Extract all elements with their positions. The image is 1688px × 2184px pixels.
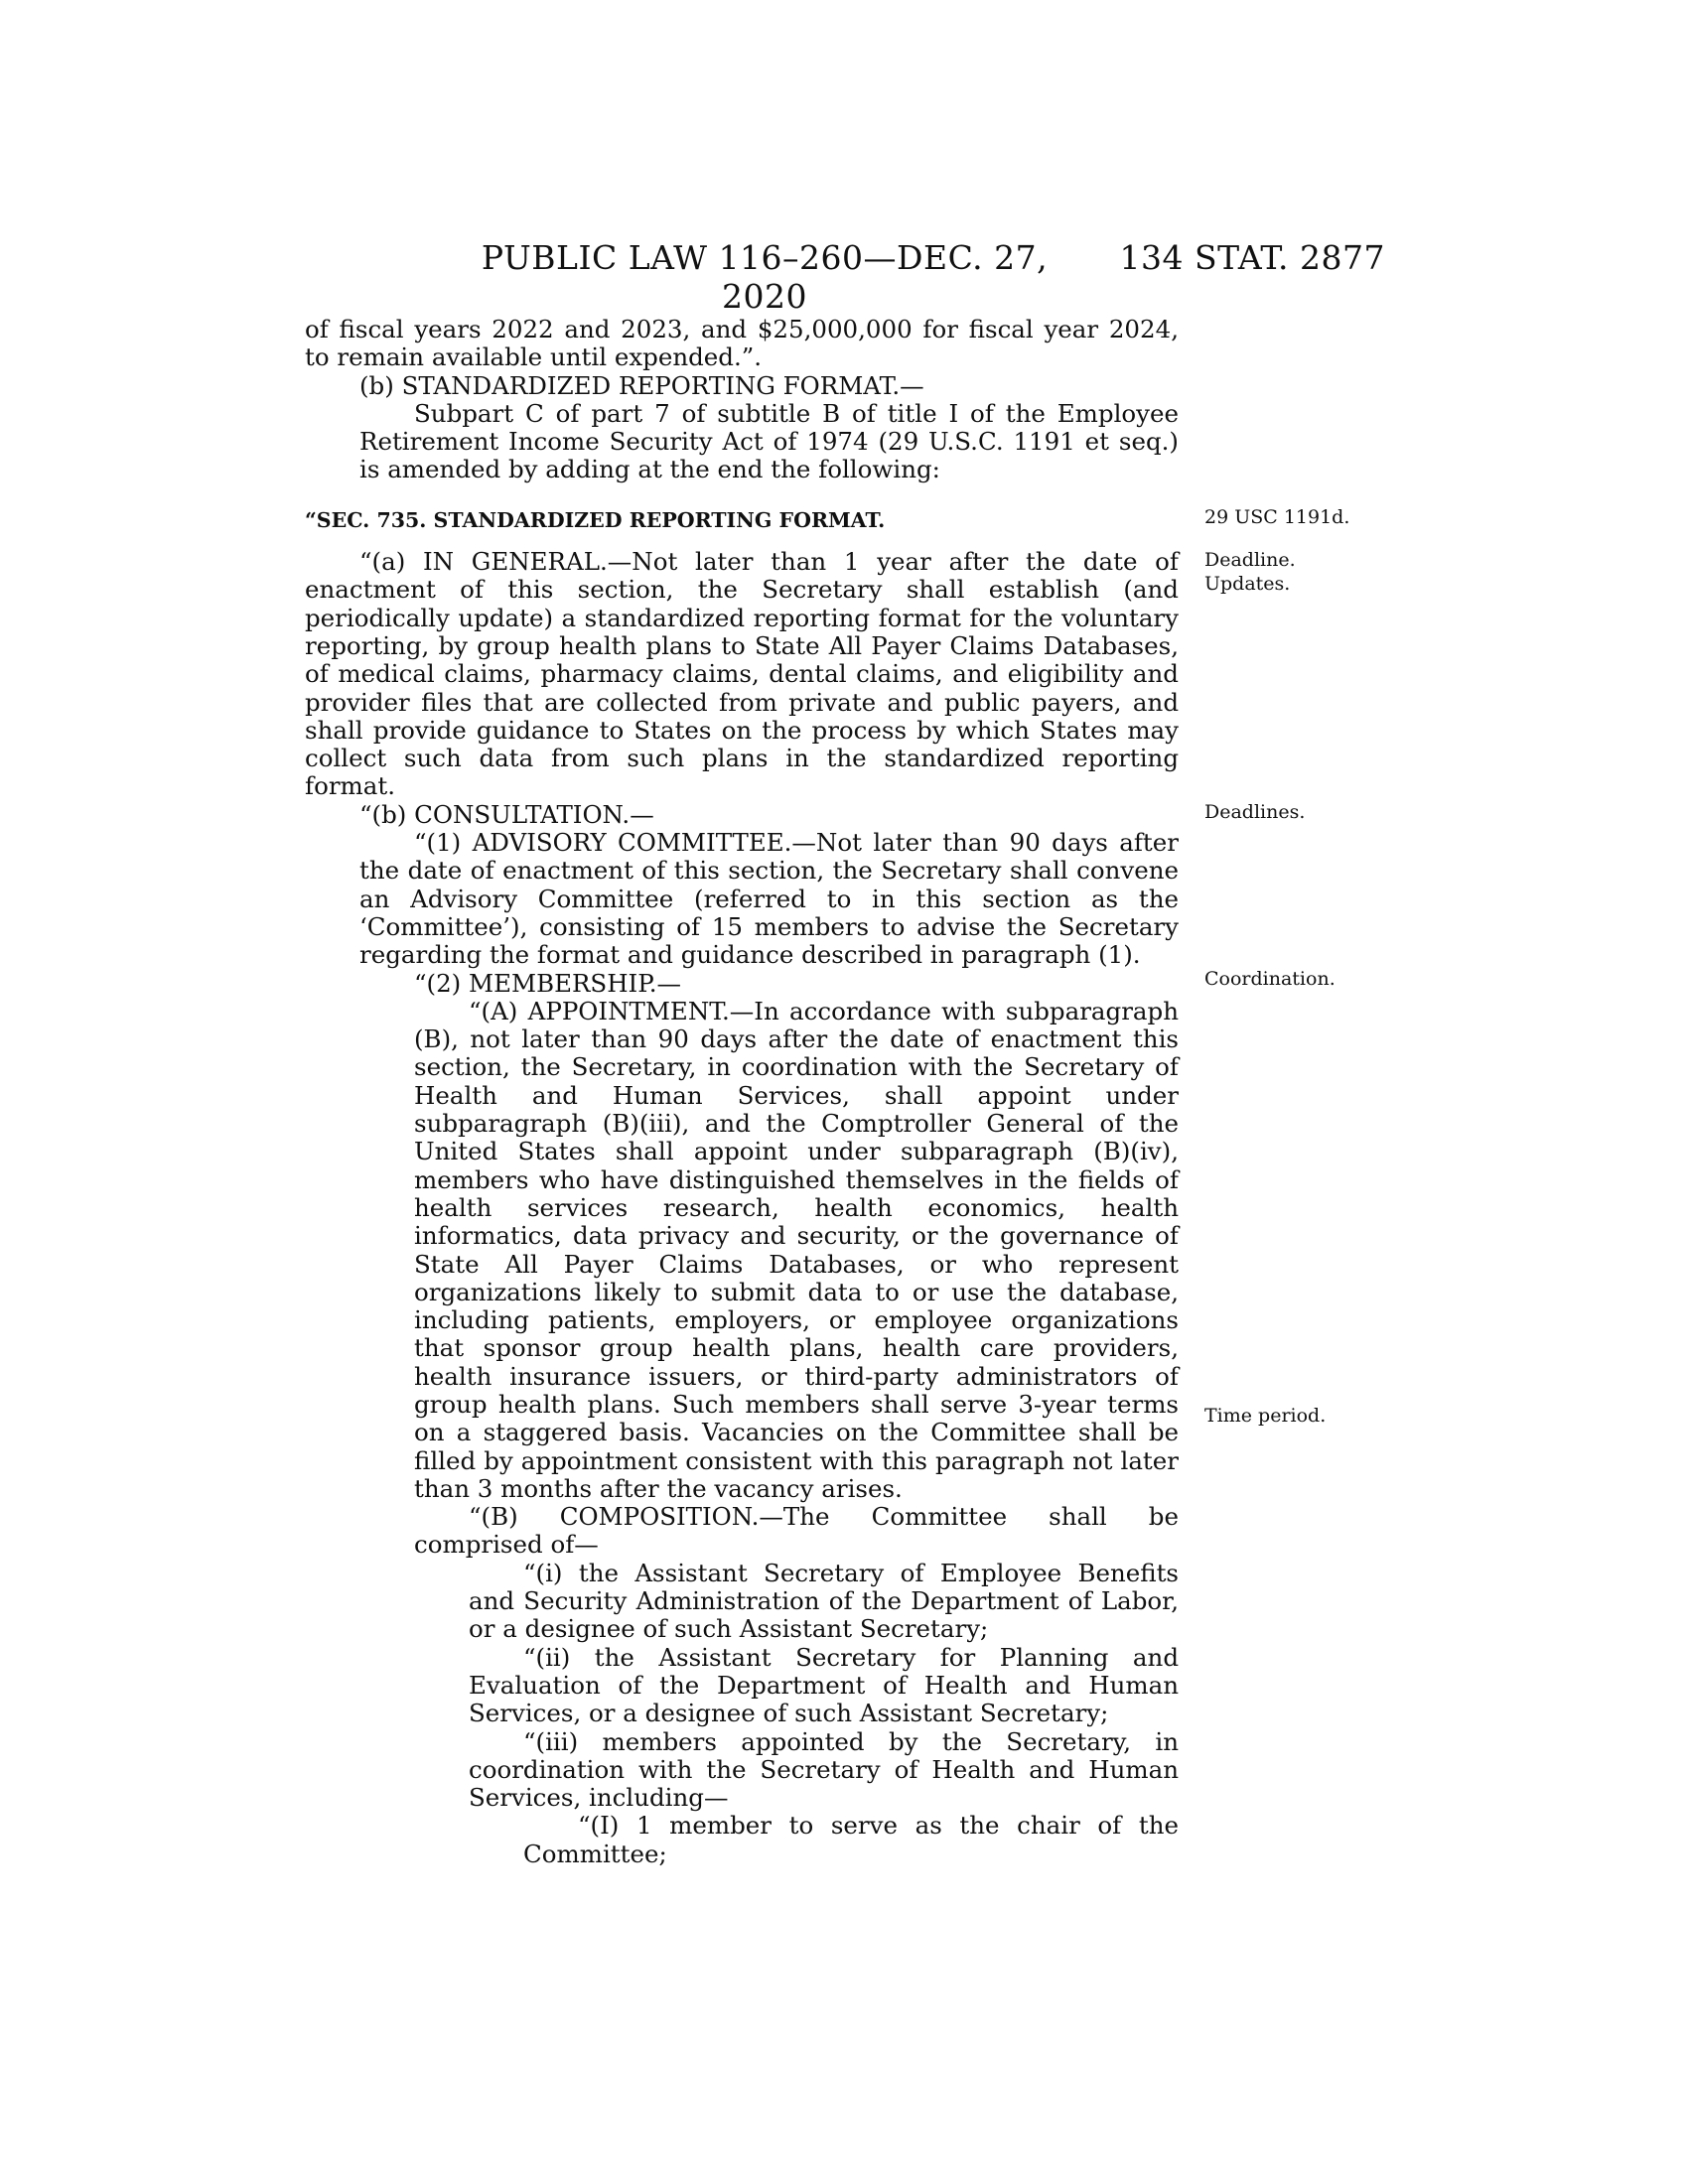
margin-note-deadline: Deadline. bbox=[1204, 549, 1296, 571]
subsection-b-heading: (b) STANDARDIZED REPORTING FORMAT.— bbox=[359, 370, 924, 400]
margin-note-usc: 29 USC 1191d. bbox=[1204, 506, 1350, 528]
margin-note-deadlines: Deadlines. bbox=[1204, 801, 1306, 823]
margin-note-time-period: Time period. bbox=[1204, 1405, 1327, 1427]
margin-note-updates: Updates. bbox=[1204, 573, 1291, 595]
margin-note-coordination: Coordination. bbox=[1204, 968, 1336, 990]
paragraph-1-advisory-committee: “(1) ADVISORY COMMITTEE.—Not later than 90 days after the date of enactment of this section, the Secretary shall convene an Advisory Committee (referred to in this section as the ‘Committee’), consisting of 15 members to advise the Secretary regarding the format and guidance described in paragraph (1). bbox=[359, 828, 1179, 970]
header-title: PUBLIC LAW 116–260—DEC. 27, 2020 bbox=[481, 238, 1049, 316]
document-body bbox=[305, 316, 1179, 1868]
subsection-a-general: “(a) IN GENERAL.—Not later than 1 year after the date of enactment of this section, the Secretary shall establish (and periodically update) a standardized reporting format for the voluntary reporting, by group health plans to State All Payer Claims Databases, of medical claims, pharmacy claims, dental claims, and eligibility and provider files that are collected from private and public payers, and shall provide guidance to States on the process by which States may collect such data from such plans in the standardized reporting format. bbox=[305, 547, 1179, 801]
section-heading: “SEC. 735. STANDARDIZED REPORTING FORMAT. bbox=[305, 507, 886, 532]
page-header bbox=[0, 238, 1688, 316]
clause-iii: “(iii) members appointed by the Secretary, in coordination with the Secretary of Health and Human Services, including— bbox=[469, 1726, 1179, 1813]
paragraph-continuation: of fiscal years 2022 and 2023, and $25,000,000 for fiscal year 2024, to remain available until expended.”. bbox=[305, 315, 1179, 372]
header-stat-page: 134 STAT. 2877 bbox=[1119, 238, 1385, 277]
amendment-intro: Subpart C of part 7 of subtitle B of title I of the Employee Retirement Income Security Act of 1974 (29 U.S.C. 1191 et seq.) is amended by adding at the end the following: bbox=[359, 398, 1179, 484]
clause-i: “(i) the Assistant Secretary of Employee Benefits and Security Administration of the Department of Labor, or a designee of such Assistant Secretary; bbox=[469, 1558, 1179, 1644]
subparagraph-a-appointment: “(A) APPOINTMENT.—In accordance with subparagraph (B), not later than 90 days after the date of enactment this section, the Secretary, in coordination with the Secretary of Health and Human Services, shall appoint under subparagraph (B)(iii), and the Comptroller General of the United States shall appoint under subparagraph (B)(iv), members who have distinguished themselves in the fields of health services research, health economics, health informatics, data privacy and security, or the governance of State All Payer Claims Databases, or who represent organizations likely to submit data to or use the database, including patients, employers, or employee organizations that sponsor group health plans, health care providers, health insurance issuers, or third-party administrators of group health plans. Such members shall serve 3-year terms on a staggered basis. Vacancies on the Committee shall be filled by appointment consistent with this paragraph not later than 3 months after the vacancy arises. bbox=[414, 996, 1179, 1503]
subparagraph-b-composition: “(B) COMPOSITION.—The Committee shall be comprised of— bbox=[414, 1502, 1179, 1560]
subsection-b-consultation: “(b) CONSULTATION.— bbox=[359, 799, 654, 829]
paragraph-2-membership: “(2) MEMBERSHIP.— bbox=[414, 968, 682, 998]
clause-ii: “(ii) the Assistant Secretary for Planning and Evaluation of the Department of Health and Human Services, or a designee of such Assistant Secretary; bbox=[469, 1642, 1179, 1728]
subclause-I: “(I) 1 member to serve as the chair of the Committee; bbox=[523, 1811, 1179, 1868]
